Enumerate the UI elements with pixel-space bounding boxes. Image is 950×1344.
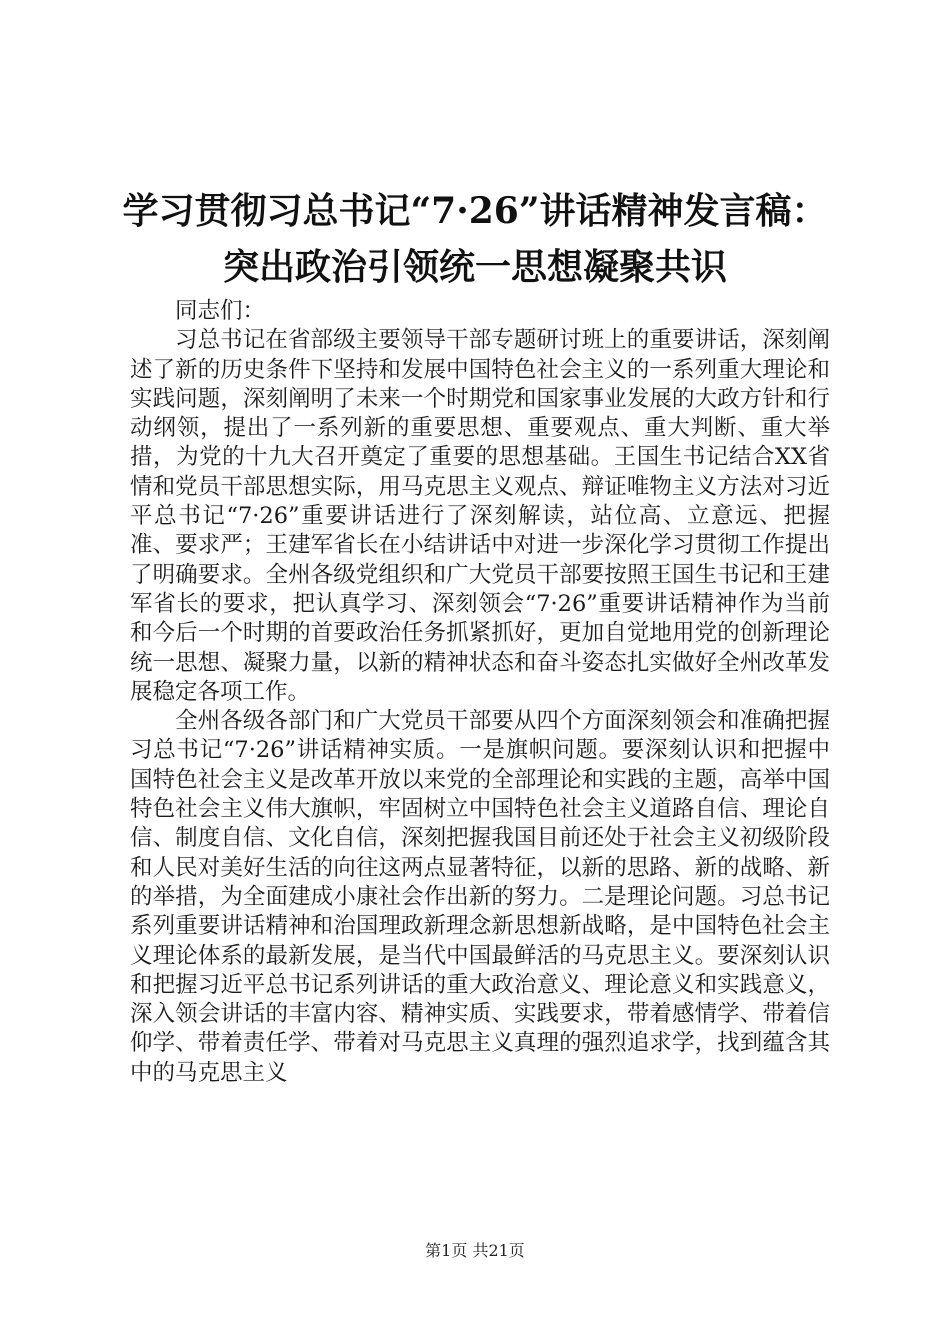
document-title-line-2: 突出政治引领统一思想凝聚共识: [222, 246, 727, 288]
salutation: 同志们：: [175, 298, 266, 324]
paragraph-2: 全州各级各部门和广大党员干部要从四个方面深刻领会和准确把握习总书记“7·26”讲话精神实质。一是旗帜问题。要深刻认识和把握中国特色社会主义是改革开放以来党的全部理论和实践的主题，高举中国特色社会主义伟大旗帜，牢固树立中国特色社会主义道路自信、理论自信、制度自信、文化自信，深刻把握我国目前还处于社会主义初级阶段和人民对美好生活的向往这两点显著特征，以新的思路、新的战略、新的举措，为全面建成小康社会作出新的努力。二是理论问题。习总书记系列重要讲话精神和治国理政新理念新思想新战略，是中国特色社会主义理论体系的最新发展，是当代中国最鲜活的马克思主义。要深刻认识和把握习近平总书记系列讲话的重大政治意义、理论意义和实践意义，深入领会讲话的丰富内容、精神实质、实践要求，带着感情学、带着信仰学、带着责任学、带着对马克思主义真理的强烈追求学，找到蕴含其中的马克思主义: [130, 708, 830, 1086]
page-number-footer: 第1页 共21页: [425, 1241, 525, 1260]
paragraph-1: 习总书记在省部级主要领导干部专题研讨班上的重要讲话，深刻阐述了新的历史条件下坚持和发展中国特色社会主义的一系列重大理论和实践问题，深刻阐明了未来一个时期党和国家事业发展的大政方针和行动纲领，提出了一系列新的重要思想、重要观点、重大判断、重大举措，为党的十九大召开奠定了重要的思想基础。王国生书记结合XX省情和党员干部思想实际，用马克思主义观点、辩证唯物主义方法对习近平总书记“7·26”重要讲话进行了深刻解读，站位高、立意远、把握准、要求严；王建军省长在小结讲话中对进一步深化学习贯彻工作提出了明确要求。全州各级党组织和广大党员干部要按照王国生书记和王建军省长的要求，把认真学习、深刻领会“7·26”重要讲话精神作为当前和今后一个时期的首要政治任务抓紧抓好，更加自觉地用党的创新理论统一思想、凝聚力量，以新的精神状态和奋斗姿态扎实做好全州改革发展稳定各项工作。: [130, 327, 830, 705]
document-body: [130, 297, 830, 1088]
document-title-line-1: 学习贯彻习总书记“7·26”讲话精神发言稿：: [122, 190, 828, 232]
